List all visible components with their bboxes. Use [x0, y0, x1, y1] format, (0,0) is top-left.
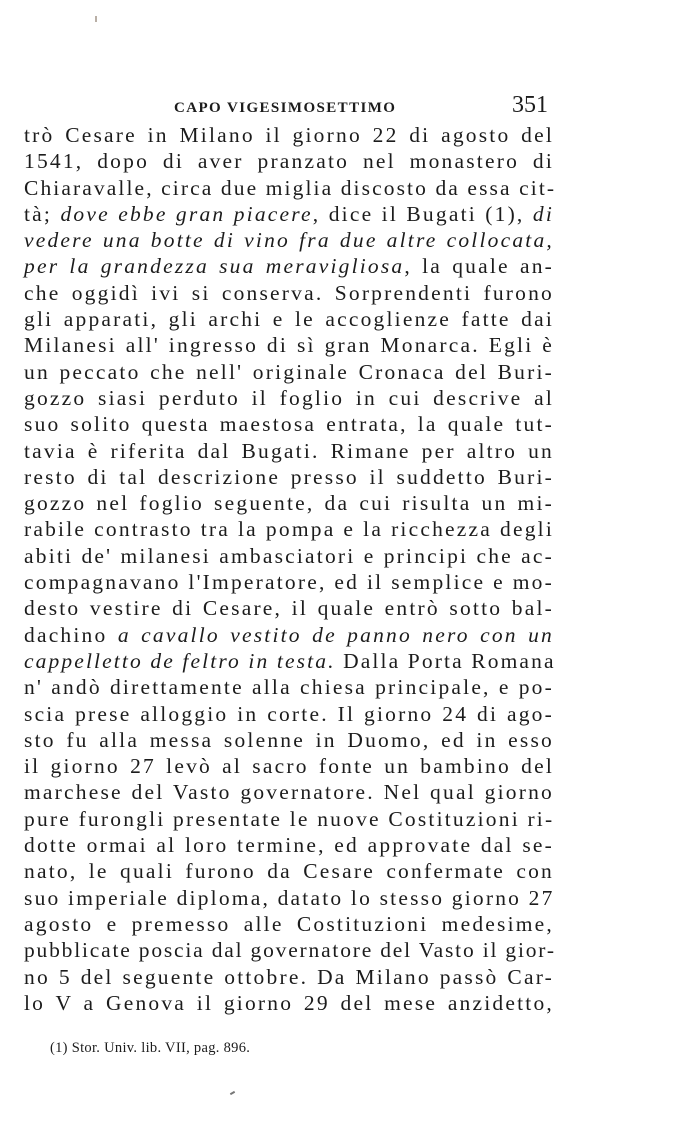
text-line	[24, 648, 554, 674]
text-line	[24, 858, 554, 884]
footnote: (1) Stor. Univ. lib. VII, pag. 896.	[50, 1040, 251, 1056]
text-line	[24, 911, 554, 937]
text-run: un peccato che nell' originale Cronaca del Buri-	[24, 359, 554, 384]
text-line	[24, 175, 557, 201]
text-run: resto di tal descrizione presso il suddetto Buri-	[24, 464, 554, 489]
text-line	[24, 569, 554, 595]
text-line	[24, 937, 554, 963]
text-line	[24, 438, 554, 464]
text-run: 1541, dopo di aver pranzato nel monastero di	[24, 149, 554, 174]
text-line	[24, 359, 554, 385]
text-line	[24, 727, 554, 753]
text-run: pubblicate poscia dal governatore del Vasto il gior-	[24, 938, 556, 963]
text-run: gozzo siasi perduto il foglio in cui descrive al	[24, 385, 554, 410]
text-run: n' andò direttamente alla chiesa principale, e po-	[24, 675, 554, 700]
text-line	[24, 516, 554, 542]
text-run: no 5 del seguente ottobre. Da Milano passò Car-	[24, 964, 554, 989]
italic-quote: dove ebbe gran piacere	[60, 201, 313, 226]
text-run: trò Cesare in Milano il giorno 22 di agosto del	[24, 123, 554, 147]
text-line	[24, 595, 554, 621]
text-run: lo V a Genova il giorno 29 del mese anzidetto,	[24, 990, 554, 1015]
text-line	[24, 701, 554, 727]
italic-quote: cappelletto de feltro in testa.	[24, 648, 336, 673]
text-run: gozzo nel foglio seguente, da cui risulta un mi-	[24, 491, 554, 516]
text-line	[24, 253, 554, 279]
text-run: marchese del Vasto governatore. Nel qual giorno	[24, 780, 554, 805]
text-run: desto vestire di Cesare, il quale entrò sotto bal-	[24, 596, 554, 621]
text-line	[24, 753, 554, 779]
body-text	[24, 122, 557, 1016]
text-run: rabile contrasto tra la pompa e la ricchezza degli	[24, 517, 554, 542]
text-line	[24, 385, 554, 411]
text-run: tà;	[24, 201, 61, 226]
paper-speck	[95, 16, 97, 22]
text-run: abiti de' milanesi ambasciatori e principi che ac-	[24, 543, 554, 568]
text-run: compagnavano l'Imperatore, ed il semplice e mo-	[24, 570, 554, 595]
text-run: suo solito questa maestosa entrata, la quale tut-	[24, 412, 554, 437]
text-run: scia prese alloggio in corte. Il giorno 24 di ago-	[24, 701, 554, 726]
text-line	[24, 806, 554, 832]
text-run: agosto e premesso alle Costituzioni medesime,	[24, 911, 554, 936]
text-run: dotte ormai al loro termine, ed approvate dal se-	[24, 833, 554, 858]
italic-quote: a cavallo vestito de panno nero con un	[117, 622, 554, 647]
text-run: Milanesi all' ingresso di sì gran Monarca. Egli è	[24, 333, 554, 358]
italic-quote: vedere una botte di vino fra due altre collocata,	[24, 228, 554, 253]
ink-mark	[230, 1091, 235, 1095]
page-number: 351	[512, 92, 548, 118]
text-run: sto fu alla messa solenne in Duomo, ed in esso	[24, 727, 554, 752]
text-run: , dice il Bugati (1),	[312, 201, 533, 226]
text-line	[24, 332, 554, 358]
text-run: Chiaravalle, circa due miglia discosto da essa cit-	[24, 175, 557, 200]
text-line	[24, 490, 554, 516]
text-run: il giorno 27 levò al sacro fonte un bambino del	[24, 754, 554, 779]
text-run: , la quale an-	[404, 254, 554, 279]
text-line	[24, 148, 554, 174]
text-run: gli apparati, gli archi e le accoglienze fatte dai	[24, 307, 554, 332]
text-line	[24, 543, 554, 569]
text-run: pure furongli presentate le nuove Costituzioni ri-	[24, 806, 555, 831]
text-line	[24, 990, 554, 1016]
text-run: suo imperiale diploma, datato lo stesso giorno 27	[24, 885, 555, 910]
running-head: CAPO VIGESIMOSETTIMO	[174, 100, 397, 116]
text-line	[24, 674, 554, 700]
text-line	[24, 622, 554, 648]
text-line	[24, 464, 554, 490]
text-run: tavia è riferita dal Bugati. Rimane per altro un	[24, 438, 554, 463]
text-line	[24, 832, 554, 858]
text-line	[24, 779, 554, 805]
text-line	[24, 306, 554, 332]
text-run: Dalla Porta Romana	[335, 648, 556, 673]
text-line	[24, 280, 554, 306]
italic-quote: per la grandezza sua meravigliosa	[24, 254, 405, 279]
text-line	[24, 885, 554, 911]
page-header	[174, 92, 548, 122]
text-run: dachino	[24, 622, 118, 647]
text-run: nato, le quali furono da Cesare confermate con	[24, 859, 554, 884]
text-line	[24, 122, 554, 148]
text-run: che oggidì ivi si conserva. Sorprendenti furono	[24, 280, 554, 305]
text-line	[24, 201, 554, 227]
text-line	[24, 964, 554, 990]
italic-quote: di	[532, 201, 554, 226]
text-line	[24, 411, 554, 437]
text-line	[24, 227, 554, 253]
